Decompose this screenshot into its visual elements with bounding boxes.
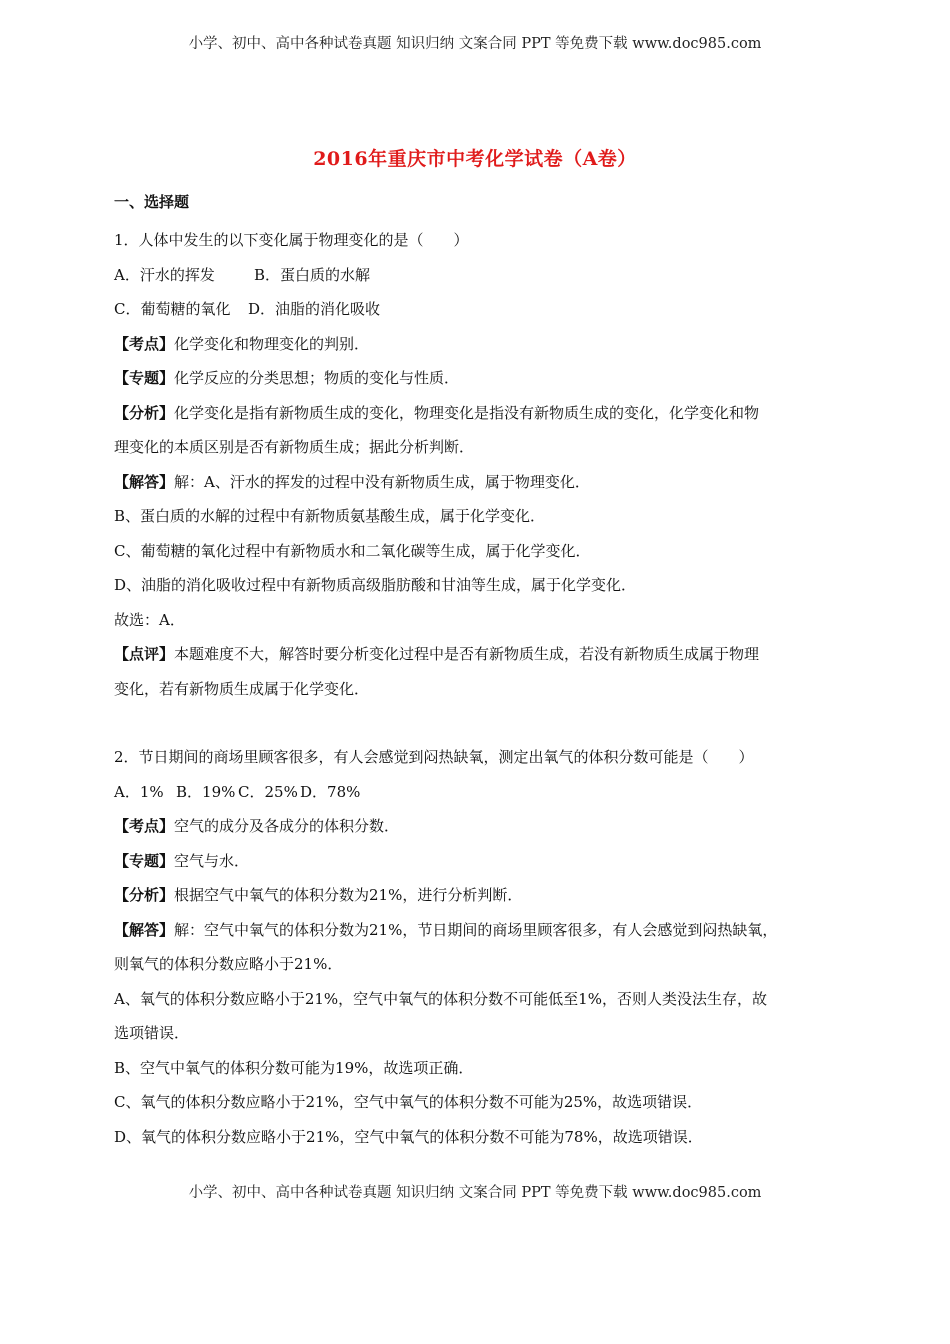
q1-options-row-1: [114, 258, 844, 293]
q1-answer: 故选：A．: [114, 610, 185, 629]
q2-fenxi-text: 根据空气中氧气的体积分数为21%，进行分析判断．: [174, 886, 523, 904]
q2-kaodian: [114, 809, 844, 844]
q2-option-d: D．78%: [300, 782, 361, 801]
question-2: [114, 740, 844, 1154]
q2-jieda-line-4: 选项错误．: [114, 1024, 190, 1042]
q2-jieda-line-3: A、氧气的体积分数应略小于21%，空气中氧气的体积分数不可能低至1%，否则人类没法生存，故: [114, 989, 767, 1008]
q1-dianping-line-2: 变化，若有新物质生成属于化学变化．: [114, 679, 370, 698]
q2-option-a: A．1%: [114, 782, 164, 801]
document-body: [114, 190, 844, 1154]
section-heading: 一、选择题: [114, 193, 190, 211]
q1-jieda-line-1: 解：A、汗水的挥发的过程中没有新物质生成，属于物理变化．: [174, 472, 590, 491]
q1-kaodian: [114, 327, 844, 362]
q2-jieda-line-7: D、氧气的体积分数应略小于21%，空气中氧气的体积分数不可能为78%，故选项错误．: [114, 1127, 703, 1146]
q2-jieda: [114, 913, 844, 948]
q1-jieda-line-4: D、油脂的消化吸收过程中有新物质高级脂肪酸和甘油等生成，属于化学变化．: [114, 576, 637, 594]
q1-dianping: [114, 637, 844, 672]
jieda-tag: 【解答】: [114, 920, 175, 939]
q1-jieda-line-2: B、蛋白质的水解的过程中有新物质氨基酸生成，属于化学变化．: [114, 507, 546, 525]
zhuanti-tag: 【专题】: [114, 369, 175, 387]
fenxi-tag: 【分析】: [114, 886, 175, 904]
dianping-tag: 【点评】: [114, 645, 175, 663]
q1-option-c: C．葡萄糖的氧化: [114, 300, 231, 318]
page-header: 小学、初中、高中各种试卷真题 知识归纳 文案合同 PPT 等免费下载 www.doc985.com: [188, 36, 762, 52]
zhuanti-tag: 【专题】: [114, 851, 175, 870]
q1-fenxi-line-1: 化学变化是指有新物质生成的变化，物理变化是指没有新物质生成的变化，化学变化和物: [174, 403, 760, 422]
jieda-tag: 【解答】: [114, 472, 175, 491]
page-footer: 小学、初中、高中各种试卷真题 知识归纳 文案合同 PPT 等免费下载 www.doc985.com: [188, 1185, 762, 1201]
q1-jieda-line-3: C、葡萄糖的氧化过程中有新物质水和二氧化碳等生成，属于化学变化．: [114, 541, 591, 560]
q1-options-row-2: [114, 292, 844, 327]
q1-zhuanti: [114, 361, 844, 396]
q1-option-b: B．蛋白质的水解: [254, 265, 371, 284]
q2-options-row: [114, 775, 844, 810]
q1-dianping-line-1: 本题难度不大，解答时要分析变化过程中是否有新物质生成，若没有新物质生成属于物理: [174, 645, 760, 663]
q1-zhuanti-text: 化学反应的分类思想；物质的变化与性质．: [174, 369, 460, 387]
page-title: 2016年重庆市中考化学试卷（A卷）: [313, 148, 637, 170]
q1-jieda: [114, 465, 844, 500]
question-spacer: [114, 706, 844, 740]
q2-option-b: B．19%: [176, 782, 236, 801]
q2-kaodian-text: 空气的成分及各成分的体积分数．: [174, 817, 400, 835]
q1-fenxi: [114, 396, 844, 431]
q1-stem: 1．人体中发生的以下变化属于物理变化的是（ ）: [114, 231, 469, 249]
q2-jieda-line-5: B、空气中氧气的体积分数可能为19%，故选项正确．: [114, 1058, 474, 1077]
q2-zhuanti: [114, 844, 844, 879]
q2-stem: 2．节日期间的商场里顾客很多，有人会感觉到闷热缺氧，测定出氧气的体积分数可能是（ ）: [114, 748, 754, 766]
q2-jieda-line-2: 则氧气的体积分数应略小于21%．: [114, 955, 343, 973]
question-1: [114, 223, 844, 706]
q2-fenxi: [114, 878, 844, 913]
q2-option-c: C．25%: [238, 782, 298, 801]
kaodian-tag: 【考点】: [114, 334, 175, 353]
kaodian-tag: 【考点】: [114, 817, 175, 835]
q2-zhuanti-text: 空气与水．: [174, 851, 250, 870]
q1-option-d: D．油脂的消化吸收: [248, 300, 381, 318]
q1-option-a: A．汗水的挥发: [114, 265, 215, 284]
q1-fenxi-line-2: 理变化的本质区别是否有新物质生成；据此分析判断．: [114, 438, 475, 456]
q2-jieda-line-1: 解：空气中氧气的体积分数为21%，节日期间的商场里顾客很多，有人会感觉到闷热缺氧，: [174, 920, 778, 939]
fenxi-tag: 【分析】: [114, 403, 175, 422]
q1-kaodian-text: 化学变化和物理变化的判别．: [174, 334, 370, 353]
q2-jieda-line-6: C、氧气的体积分数应略小于21%，空气中氧气的体积分数不可能为25%，故选项错误．: [114, 1093, 703, 1111]
